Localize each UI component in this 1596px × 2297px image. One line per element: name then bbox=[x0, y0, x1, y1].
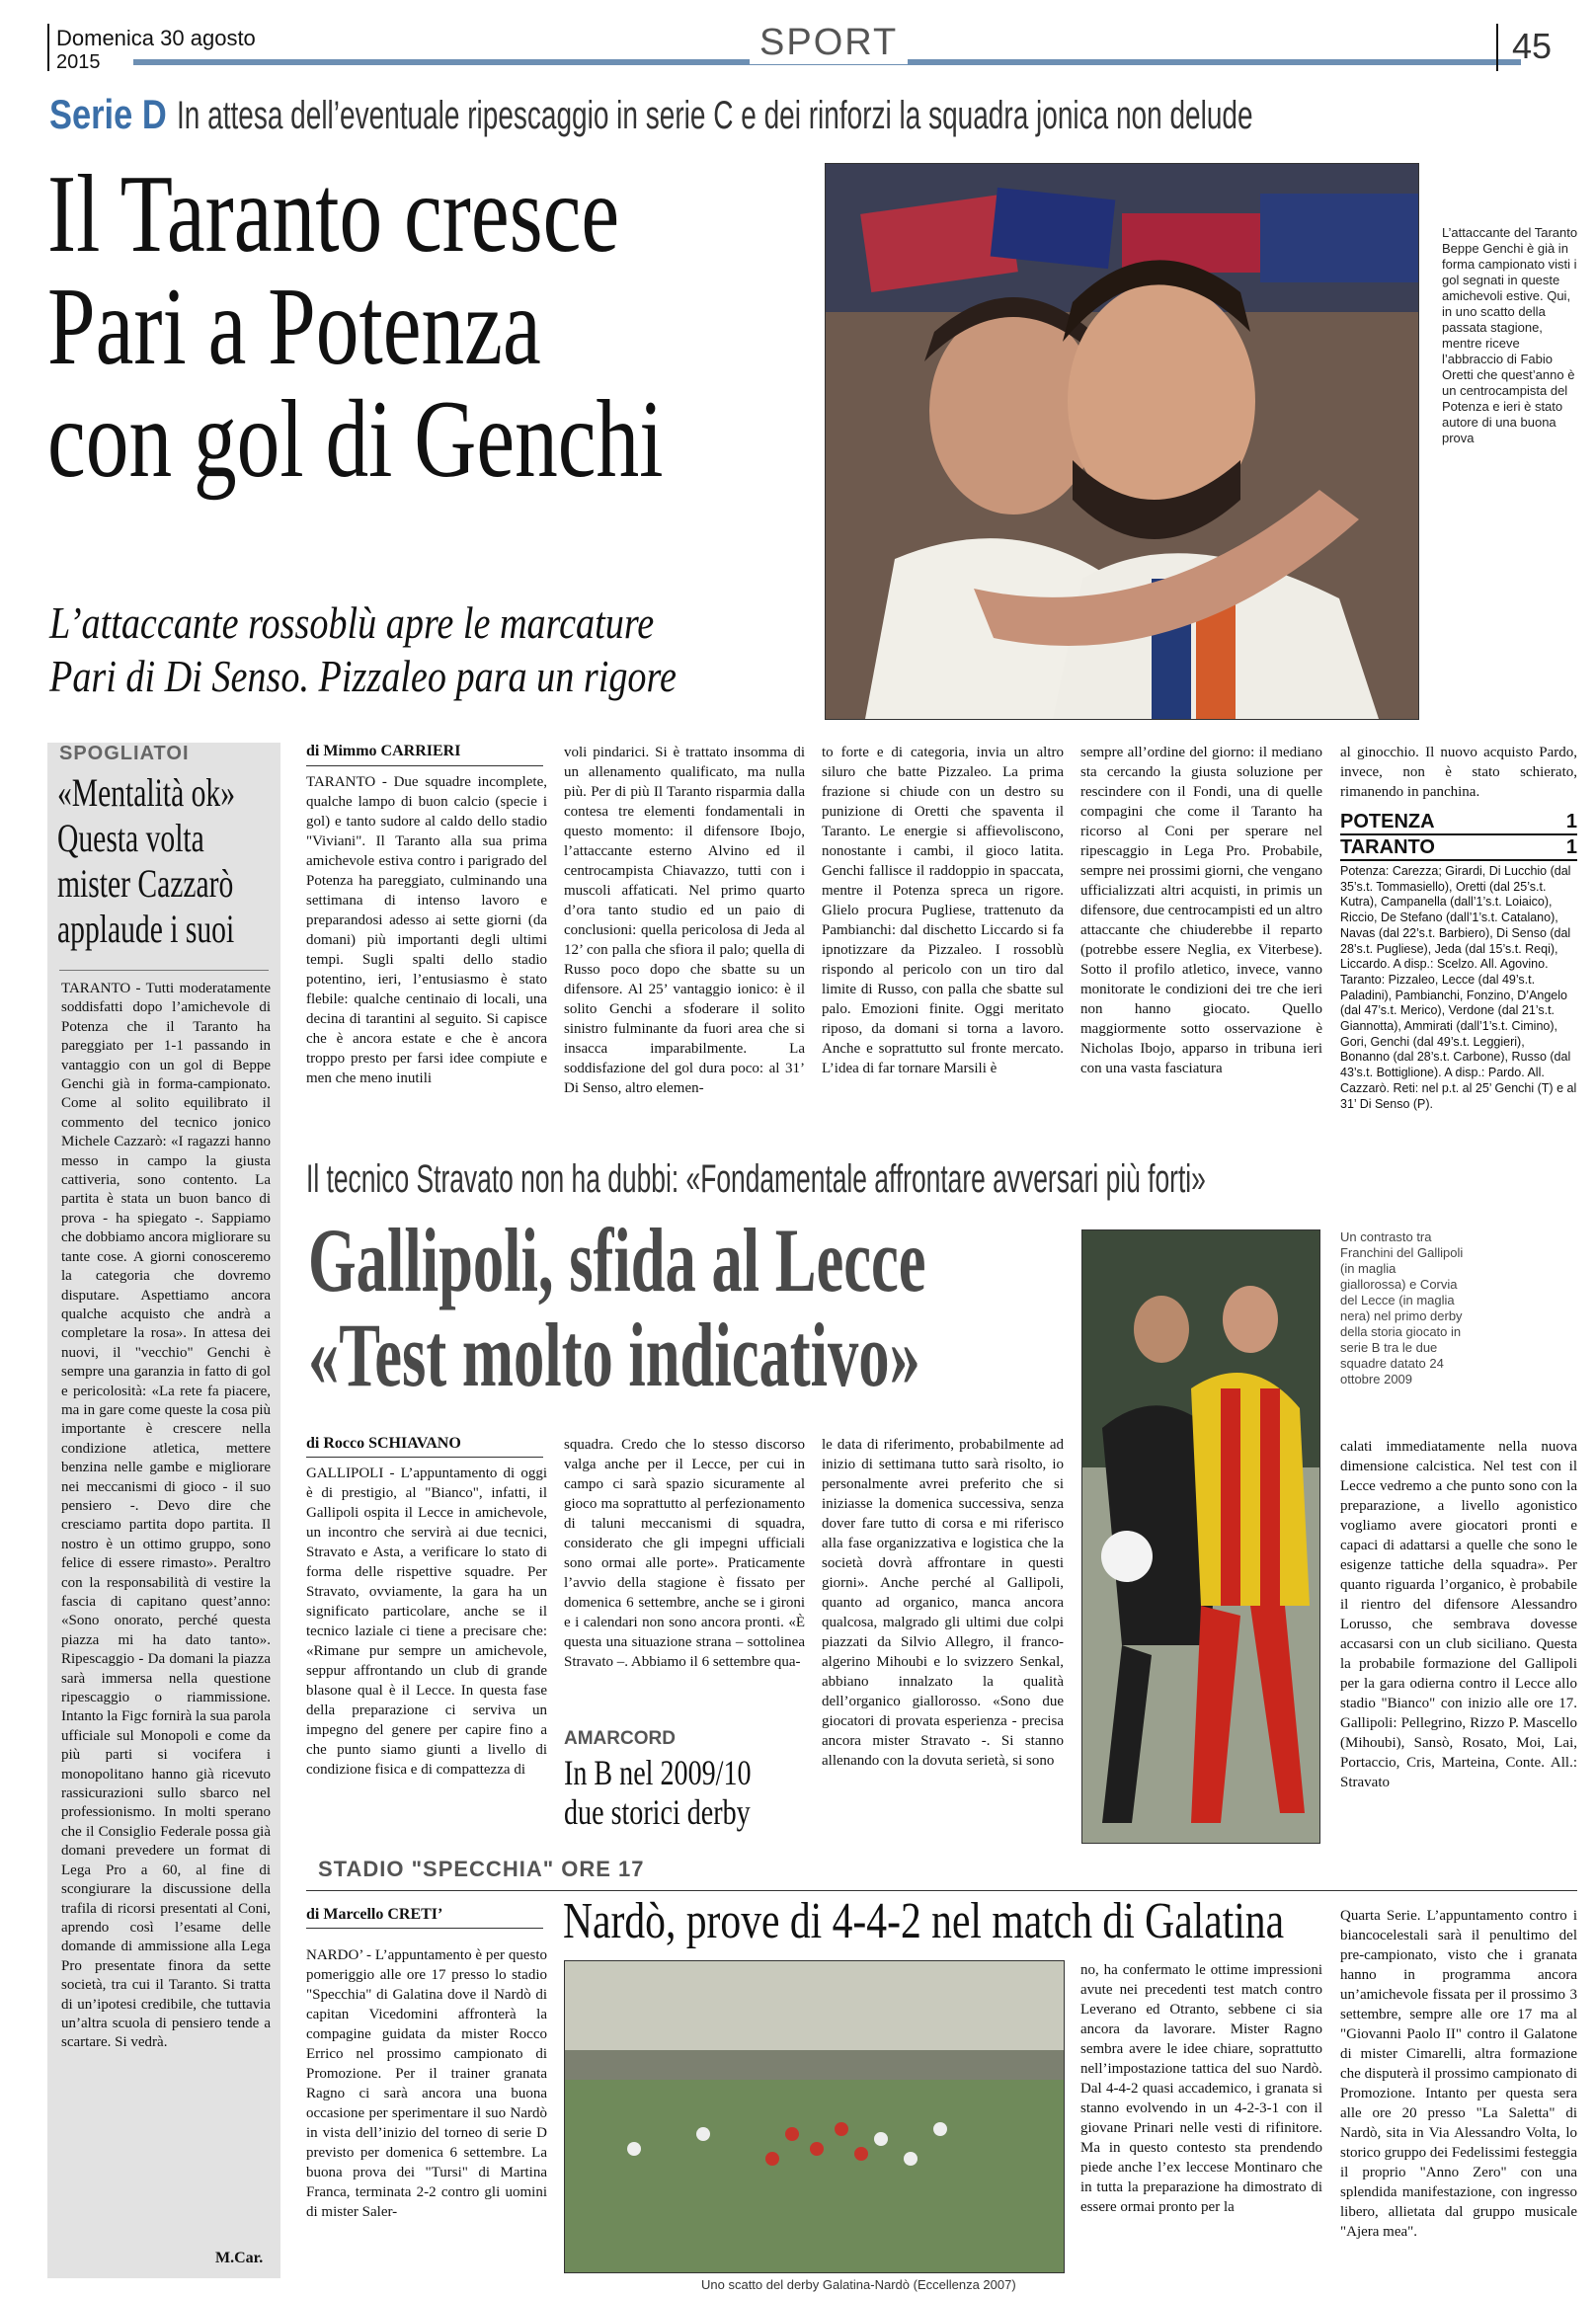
main-col-5: al ginocchio. Il nuovo acquisto Pardo, invece, non è stato schierato, rimanendo in panchina. bbox=[1340, 745, 1577, 800]
gallipoli-photo-caption: Un contrasto tra Franchini del Gallipoli (in maglia giallorossa) e Corvia del Lecce (in maglia nera) nel primo derby della storia giocato in serie B tra le due squadre datato 24 ottobre 2009 bbox=[1340, 1229, 1464, 1386]
amarcord-headline bbox=[564, 1753, 811, 1832]
nardo-photo-caption: Uno scatto del derby Galatina-Nardò (Eccellenza 2007) bbox=[701, 2277, 1016, 2292]
main-col-4: sempre all’ordine del giorno: il mediano sta cercando la giusta soluzione per rescindere con il Fondi, una di quelle compagini che come il Taranto ha ricorso al Coni per sperare nel ripescaggio in Lega Pro. Probabile, sempre nei prossimi giorni, che vengano ufficializzati altri acquisti, in primis un difensore, due centrocampisti ed un altro attaccante che chiuderebbe il reparto (potrebbe essere Neglia, ex Viterbese). Sotto il profilo atletico, invece, vanno monitorate le condizioni dei tre che ieri non hanno giocato. Quello maggiormente sotto osservazione è Nicholas Ibojo, apparso in tribuna ieri con una vasta fasciatura bbox=[1080, 745, 1322, 1076]
gallipoli-kicker: Il tecnico Stravato non ha dubbi: «Fondamentale affrontare avversari più forti» bbox=[306, 1157, 1206, 1201]
sidebar-divider bbox=[59, 970, 269, 971]
nardo-photo-illustration bbox=[565, 1961, 1064, 2272]
gallipoli-byline-rule bbox=[306, 1457, 543, 1458]
scoreboard-away-team: TARANTO bbox=[1340, 836, 1435, 858]
subhead-line-2: Pari di Di Senso. Pizzaleo para un rigore bbox=[49, 651, 677, 701]
sidebar-body: TARANTO - Tutti moderatamente soddisfatti dopo l’amichevole di Potenza che il Taranto ha pareggiato per 1-1 passando in vantaggio con un gol di Beppe Genchi già in forma-campionato. Come al solito equilibrato il commento del tecnico jonico Michele Cazzarò: «I ragazzi hanno messo in campo la giusta cattiveria, sono contento. La partita è stata un buon banco di prova - ha spiegato -. Sappiamo che dobbiamo ancora migliorare su tante cose. A giorni conosceremo la categoria che dovremo disputare. Aspettiamo ancora qualche acquisto che andrà a completare la rosa». In attesa dei nuovi, il "vecchio" Genchi è sempre una garanzia in fatto di gol e pericolosità: «La rete fa piacere, ma in gare come queste la cosa più importante è crescere nella condizione atletica, mettere benzina nelle gambe e migliorare nei meccanismi di gioco - il suo pensiero -. Devo dire che cresciamo partita dopo partita. Il nostro è un ottimo gruppo, sono felice di essere rimasto». Peraltro con la responsabilità di vestire la fascia di capitano quest’anno: «Sono onorato, perché questa piazza mi ha dato tanto». Ripescaggio - Da domani la piazza sarà immersa nella questione ripescaggio o riammissione. Intanto la Figc fornirà la sua parola ufficiale sul Monopoli e come da più parti si vocifera i monopolitano hanno già ricevuto rassicurazioni sullo sbarco nel professionismo. In molti sperano che il Consiglio Federale possa già domani prevedere un format di Lega Pro a 60, al fine di scongiurare la discussione della trafila di ricorsi presentati al Coni, aprendo così l’esame delle domande di ammissione alla Lega Pro presentate finora da sette società, tra cui il Taranto. Si tratta di un’ipotesi credibile, che tuttavia un’altra scuola di pensiero tende a scartare. Si vedrà. bbox=[61, 981, 271, 2051]
gallipoli-col-1: GALLIPOLI - L’appuntamento di oggi è di prestigio, al "Bianco", infatti, il Gallipoli ospita il Lecce in amichevole, un incontro che servirà ai due tecnici, Stravato e Asta, a verificare lo stato di forma delle rispettive squadre. Per Stravato, ovviamente, la gara ha un significato particolare, anche se il tecnico laziale ci tiene a precisare che: «Rimane pur sempre un amichevole, seppur affrontando un club di grande blasone qual è il Lecce. In questa fase della preparazione ci serviva un impegno del genere per capire fino a che punto siamo giunti a livello di condizione fisica e di compattezza di bbox=[306, 1465, 547, 1778]
gallipoli-col-2: squadra. Credo che lo stesso discorso valga anche per il Lecce, per cui in campo ci sarà spazio sicuramente al gioco ma soprattutto al perfezionamento di taluni meccanismi di squadra, considerato che gli impegni ufficiali sono ormai alle porte». Praticamente l’avvio della stagione è fissato per domenica 6 settembre, anche se i gironi e i calendari non sono ancora pronti. «È questa una situazione strana – sottolinea Stravato –. Abbiamo il 6 settembre qua- bbox=[564, 1437, 805, 1670]
scoreboard bbox=[1340, 810, 1577, 1155]
genchi-photo-illustration bbox=[826, 164, 1418, 719]
date-line-1: Domenica 30 agosto bbox=[56, 26, 256, 50]
headline-line-2: Pari a Potenza bbox=[47, 266, 541, 388]
gallipoli-photo-illustration bbox=[1082, 1230, 1319, 1843]
scoreboard-details: Potenza: Carezza; Girardi, Di Lucchio (dal 35’s.t. Tommasiello), Oretti (dal 25’s.t. Kutra), Campanella (dall’1’s.t. Loiaico), Riccio, De Stefano (dall’1’s.t. Catalano), Navas (dal 22’s.t. Barbiero), Di Senso (dal 28’s.t. Pugliese), Jeda (dal 15’s.t. Reqi), Liccardo. A disp.: Scelzo. All. Agovino. Taranto: Pizzaleo, Lecce (dal 49’s.t. Paladini), Pambianchi, Fonzino, D’Angelo (dal 47’s.t. Merico), Verdone (dal 21’s.t. Giannotta), Ammirati (dall’1’s.t. Cimino), Gori, Genchi (dal 49’s.t. Leggieri), Bonanno (dal 28’s.t. Carbone), Russo (dal 43’s.t. Bottiglione). A disp.: Pardo. All. Cazzarò. Reti: nel p.t. al 25’ Genchi (T) e al 31’ Di Senso (P). bbox=[1340, 864, 1577, 1111]
masthead-left-rule bbox=[47, 24, 49, 71]
scoreboard-home-score: 1 bbox=[1565, 811, 1577, 832]
nardo-tag: STADIO "SPECCHIA" ORE 17 bbox=[318, 1857, 645, 1881]
gallipoli-col-3: le data di riferimento, probabilmente ad inizio di settimana tutto sarà risolto, io personalmente avrei preferito che si iniziasse la domenica successiva, senza dover fare tutto di corsa e mi riferisco alla fase organizzativa e logistica che la società dovrà affrontare in questi giorni». Anche perché al Gallipoli, quanto ad organico, manca ancora qualcosa, malgrado gli ultimi due colpi piazzati da Silvio Allegro, il franco-algerino Mihoubi e lo svizzero Senkal, abbiano innalzato la qualità dell’organico giallorosso. «Sono due giocatori di provata esperienza - precisa ancora mister Stravato -. Si stanno allenando con la dovuta serietà, si sono bbox=[822, 1437, 1064, 1769]
sidebar-tag: SPOGLIATOI bbox=[59, 743, 190, 764]
nardo-byline: di Marcello CRETI’ bbox=[306, 1906, 443, 1923]
subhead-line-1: L’attaccante rossoblù apre le marcature bbox=[49, 597, 655, 648]
scoreboard-home-team: POTENZA bbox=[1340, 811, 1435, 832]
headline-line-3: con gol di Genchi bbox=[47, 378, 664, 501]
amarcord-line-2: due storici derby bbox=[564, 1792, 751, 1832]
sidebar-headline-line-4: applaude i suoi bbox=[57, 907, 235, 951]
scoreboard-home-row bbox=[1340, 810, 1577, 835]
page-number-rule bbox=[1496, 24, 1498, 71]
nardo-photo bbox=[564, 1960, 1065, 2273]
main-col-1: TARANTO - Due squadre incomplete, qualche lampo di buon calcio (specie i gol) e tanto sudore al caldo dello stadio "Viviani". Il Taranto alla sua prima amichevole estiva contro i parigrado del Potenza ha pareggiato, culminando una settimana di intenso lavoro e preparandosi adesso ai sette giorni (da domani) più importanti degli ultimi tempi. Sugli spalti dello stadio potentino, ieri, l’entusiasmo è stato flebile: qualche centinaio di locali, una decina di tarantini al seguito. Si capisce che è ancora estate e che è ancora troppo presto per farsi idee compiute e men che meno inutili bbox=[306, 774, 547, 1086]
gallipoli-photo bbox=[1081, 1229, 1320, 1844]
main-byline-rule bbox=[306, 765, 543, 766]
kicker bbox=[49, 91, 1590, 138]
nardo-col-1: NARDO’ - L’appuntamento è per questo pomeriggio alle ore 17 presso lo stadio "Specchia" di Galatina dove il Nardò di capitan Vicedomini affronterà la compagine guidata da mister Rocco Errico nel prossimo campionato di Promozione. Per il trainer granata Ragno ci sarà ancora una buona occasione per sperimentare il suo Nardò in vista dell’inizio del torneo di serie D previsto per domenica 6 settembre. La buona prova dei "Tursi" di Martina Franca, terminata 2-2 contro gli uomini di mister Saler- bbox=[306, 1947, 547, 2220]
sidebar-headline bbox=[57, 770, 284, 952]
gallipoli-headline-line-2: «Test molto indicativo» bbox=[308, 1305, 920, 1405]
main-byline: di Mimmo CARRIERI bbox=[306, 743, 461, 759]
amarcord-line-1: In B nel 2009/10 bbox=[564, 1753, 752, 1792]
sidebar-signature: M.Car. bbox=[215, 2250, 264, 2266]
nardo-col-2: no, ha confermato le ottime impressioni avute nei precedenti test match contro Leverano ed Otranto, sebbene ci sia ancora da lavorare. Mister Ragno sembra avere le idee chiare, soprattutto nell’impostazione tattica del suo Nardò. Dal 4-4-2 quasi accademico, i granata si stanno evolvendo in un 4-2-3-1 con il giovane Prinari nelle vesti di rifinitore. Ma in questo contesto sta prendendo piede anche l’ex leccese Montinaro che in tutta la preparazione ha dimostrato di essere ormai pronto per la bbox=[1080, 1962, 1322, 2215]
page-number: 45 bbox=[1512, 26, 1553, 66]
amarcord-tag: AMARCORD bbox=[564, 1728, 676, 1749]
sidebar-headline-line-1: «Mentalità ok» bbox=[57, 770, 236, 815]
nardo-tag-rule bbox=[306, 1890, 1577, 1891]
genchi-photo bbox=[825, 163, 1419, 720]
section-title: SPORT bbox=[750, 22, 908, 64]
scoreboard-away-score: 1 bbox=[1565, 836, 1577, 858]
main-col-3: to forte e di categoria, invia un altro siluro che batte Pizzaleo. La prima frazione si chiude con un destro su punizione di Oretti che spaventa il Taranto. Le energie si affievoliscono, nonostante i cambi, il gioco latita. Genchi fallisce il raddoppio in spaccata, mentre il Potenza spreca un rigore. Glielo procura Pugliese, trattenuto da Pambianchi: dal dischetto Liccardo si fa ipnotizzare da Pizzaleo. I rossoblù rispondo al pericolo con un tiro dal limite di Russo, con palla che sbatte sul palo. Emozioni finite. Oggi meritato riposo, da domani si torna a lavoro. Anche e soprattutto sul fronte mercato. L’idea di far tornare Marsili è bbox=[822, 745, 1064, 1076]
kicker-text: In attesa dell’eventuale ripescaggio in serie C e dei rinforzi la squadra jonica non delude bbox=[177, 94, 1253, 137]
gallipoli-headline bbox=[308, 1210, 1118, 1405]
headline-line-1: Il Taranto cresce bbox=[47, 153, 620, 276]
masthead bbox=[44, 20, 1575, 75]
date-line-2: 2015 bbox=[56, 51, 101, 73]
gallipoli-col-4: calati immediatamente nella nuova dimensione calcistica. Nel test con il Lecce vedremo a che punto sono con la preparazione, a livello agonistico vogliamo avere giocatori pronti e capaci di adattarsi a quelle che sono le esigenze tattiche della squadra». Per quanto riguarda l’organico, è probabile il rientro del difensore Alessandro Lorusso, che sembrava dovesse accasarsi con un club siciliano. Questa la probabile formazione del Gallipoli per la gara odierna contro il Lecce allo stadio "Bianco" con inizio alle ore 17. Gallipoli: Pellegrino, Rizzo P. Mascello (Mihoubi), Sansò, Rosato, Moi, Lai, Portaccio, Cris, Marteina, Conte. All.: Stravato bbox=[1340, 1439, 1577, 1790]
main-col-2: voli pindarici. Si è trattato insomma di un allenamento qualificato, ma nulla più. Per di più Il Taranto risparmia dalla contesa tre elementi fondamentali in questo momento: il difensore Ibojo, l’attaccante esterno Alvino ed il centrocampista Chiavazzo, tutti con i muscoli affaticati. Nel primo quarto d’ora tanto studio ed un paio di conclusioni: quella pericolosa di Jeda al 12’ con palla che sfiora il palo; quella di Russo poco dopo che sbatte su un difensore. Al 25’ vantaggio ionico: è il solito Genchi a sfoderare il solito sinistro fulminante da fuori area che si insacca imparabilmente. La soddisfazione del gol dura poco: al 31’ Di Senso, altro elemen- bbox=[564, 745, 805, 1096]
gallipoli-byline: di Rocco SCHIAVANO bbox=[306, 1435, 461, 1452]
sidebar-headline-line-3: mister Cazzarò bbox=[57, 861, 234, 906]
nardo-byline-rule bbox=[306, 1928, 543, 1929]
main-headline bbox=[47, 153, 838, 501]
genchi-photo-caption: L’attaccante del Taranto Beppe Genchi è già in forma campionato visti i gol segnati in queste amichevoli estive. Qui, in uno scatto della passata stagione, mentre riceve l’abbraccio di Fabio Oretti che quest’anno è un centrocampista del Potenza e ieri è stato autore di una buona prova bbox=[1442, 225, 1578, 445]
gallipoli-headline-line-1: Gallipoli, sfida al Lecce bbox=[308, 1210, 926, 1310]
main-subhead bbox=[49, 596, 839, 703]
kicker-label: Serie D bbox=[49, 91, 167, 137]
scoreboard-away-row bbox=[1340, 835, 1577, 861]
nardo-headline: Nardò, prove di 4-4-2 nel match di Galatina bbox=[563, 1893, 1285, 1949]
sidebar-headline-line-2: Questa volta bbox=[57, 816, 204, 860]
nardo-col-3: Quarta Serie. L’appuntamento contro i biancocelestali sarà il penultimo del pre-campionato, visto che i granata hanno in programma ancora un’amichevole fissata per il prossimo 3 settembre, sempre alle ore 17 ma al "Giovanni Paolo II" contro il Galatone di mister Cimarelli, altra formazione che disputerà il prossimo campionato di Promozione. Intanto per questa sera alle ore 20 presso "La Saletta" di Nardò, sita in Via Alessandro Volta, lo storico gruppo dei Fedelissimi festeggia il proprio "Anno Zero" con una splendida manifestazione, con ingresso libero, allietata dal gruppo musicale "Ajera mea". bbox=[1340, 1908, 1577, 2240]
